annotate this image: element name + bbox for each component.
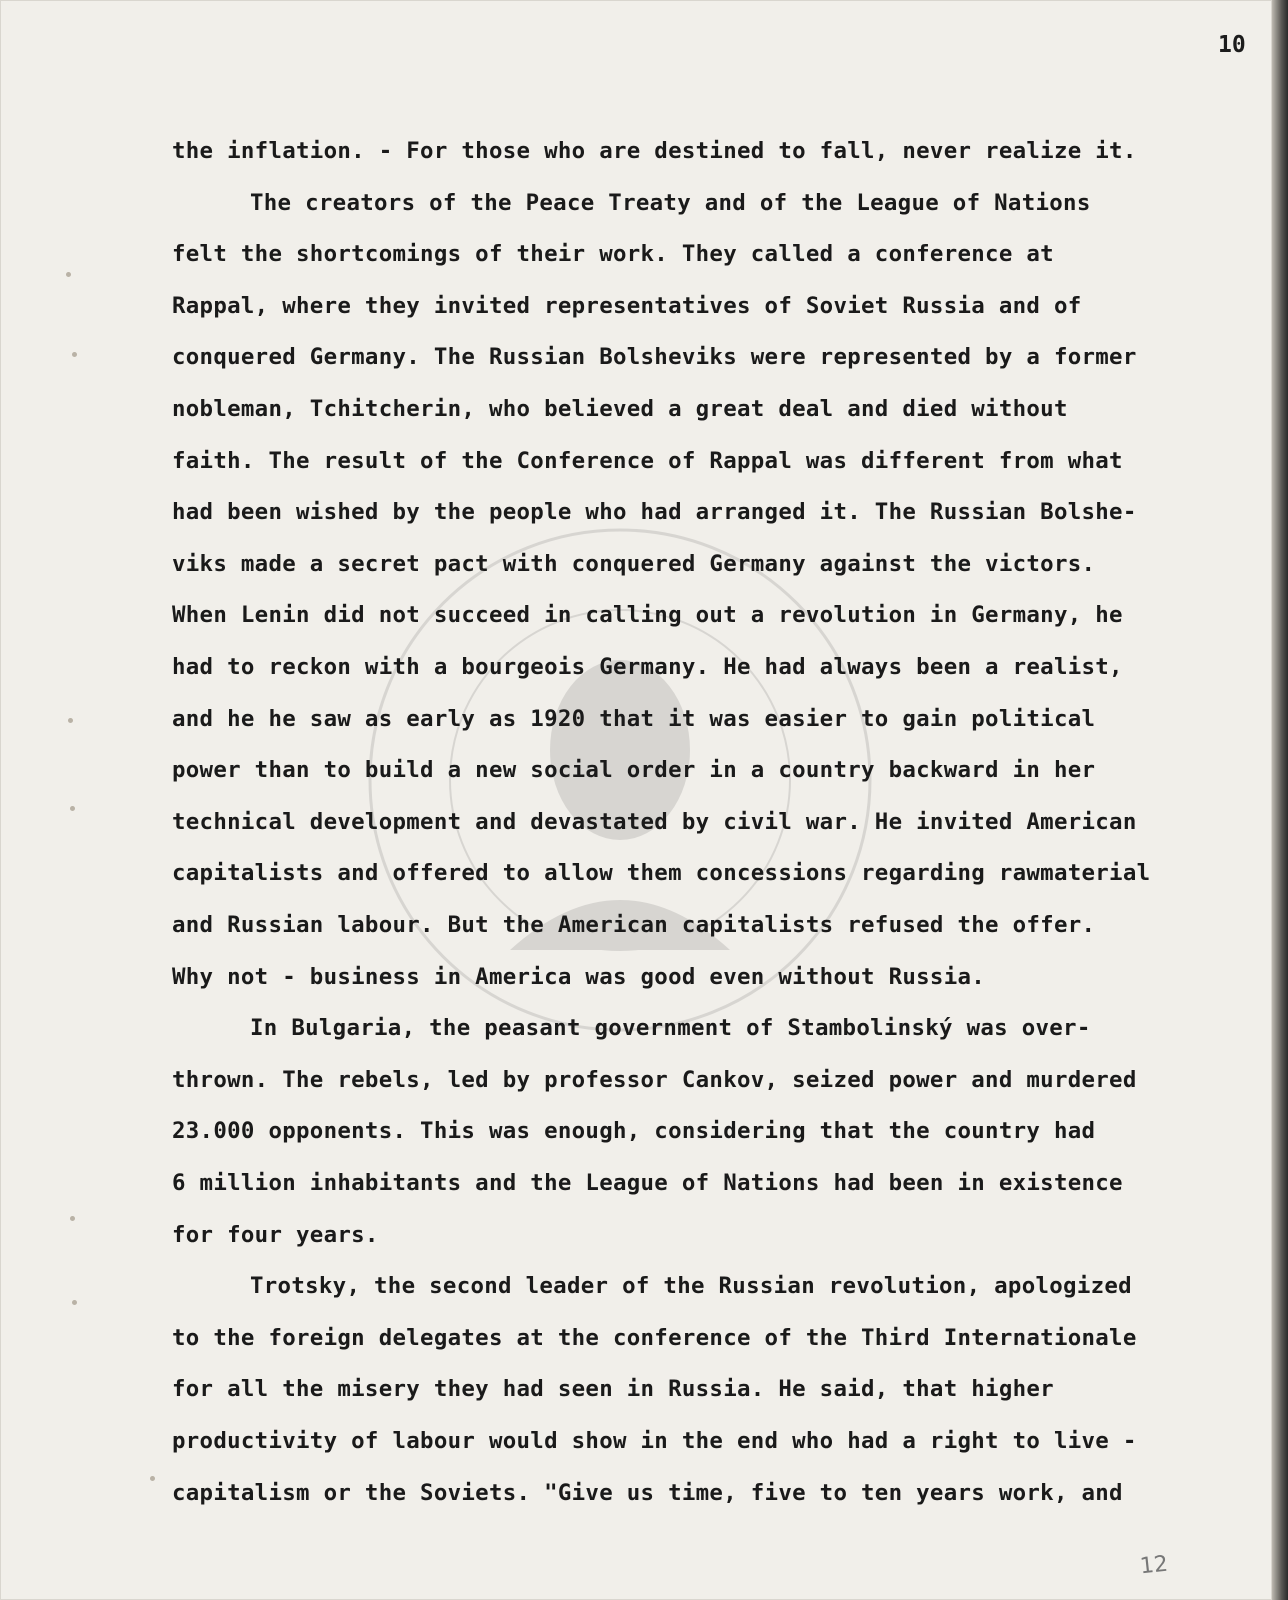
text-line: and Russian labour. But the American capitalists refused the offer. bbox=[172, 912, 1096, 938]
paper-speck bbox=[66, 272, 71, 277]
text-line: When Lenin did not succeed in calling out a revolution in Germany, he bbox=[172, 602, 1123, 629]
text-line: technical development and devastated by civil war. He invited American bbox=[172, 808, 1137, 835]
paper-speck bbox=[72, 1300, 77, 1305]
text-line: had to reckon with a bourgeois Germany. He had always been a realist, bbox=[172, 654, 1123, 680]
text-line: the inflation. - For those who are destined to fall, never realize it. bbox=[172, 138, 1137, 164]
handwritten-page-number: 12 bbox=[1138, 1551, 1170, 1580]
text-line: 6 million inhabitants and the League of Nations had been in existence bbox=[172, 1170, 1123, 1196]
text-line: 23.000 opponents. This was enough, considering that the country had bbox=[172, 1118, 1096, 1145]
text-line: In Bulgaria, the peasant government of Stambolinský was over- bbox=[250, 1015, 1091, 1042]
text-line: Why not - business in America was good even without Russia. bbox=[172, 963, 986, 990]
text-line: for all the misery they had seen in Russia. He said, that higher bbox=[172, 1376, 1054, 1403]
text-line: productivity of labour would show in the end who had a right to live - bbox=[172, 1428, 1137, 1454]
text-line: to the foreign delegates at the conference of the Third Internationale bbox=[172, 1324, 1137, 1351]
text-line: conquered Germany. The Russian Bolsheviks were represented by a former bbox=[172, 344, 1137, 371]
page-number: 10 bbox=[1218, 32, 1246, 58]
text-line: The creators of the Peace Treaty and of the League of Nations bbox=[250, 189, 1091, 216]
text-line: capitalists and offered to allow them concessions regarding rawmaterial bbox=[172, 860, 1151, 887]
text-line: Trotsky, the second leader of the Russian revolution, apologized bbox=[250, 1273, 1132, 1300]
text-line: viks made a secret pact with conquered Germany against the victors. bbox=[172, 550, 1096, 577]
text-line: felt the shortcomings of their work. They called a conference at bbox=[172, 241, 1054, 268]
paper-speck bbox=[72, 352, 77, 357]
text-line: for four years. bbox=[172, 1221, 379, 1248]
paper-speck bbox=[150, 1476, 155, 1481]
text-line: nobleman, Tchitcherin, who believed a great deal and died without bbox=[172, 396, 1068, 422]
text-line: and he he saw as early as 1920 that it was easier to gain political bbox=[172, 705, 1096, 732]
text-line: had been wished by the people who had arranged it. The Russian Bolshe- bbox=[172, 499, 1137, 526]
text-line: faith. The result of the Conference of Rappal was different from what bbox=[172, 447, 1123, 474]
paper-speck bbox=[70, 1216, 75, 1221]
text-line: power than to build a new social order in a country backward in her bbox=[172, 757, 1096, 784]
paper-speck bbox=[70, 806, 75, 811]
text-line: Rappal, where they invited representatives of Soviet Russia and of bbox=[172, 292, 1082, 319]
text-line: capitalism or the Soviets. "Give us time, five to ten years work, and bbox=[172, 1479, 1123, 1506]
paper-speck bbox=[68, 718, 73, 723]
page-edge bbox=[1272, 0, 1288, 1600]
text-line: thrown. The rebels, led by professor Cankov, seized power and murdered bbox=[172, 1066, 1137, 1093]
